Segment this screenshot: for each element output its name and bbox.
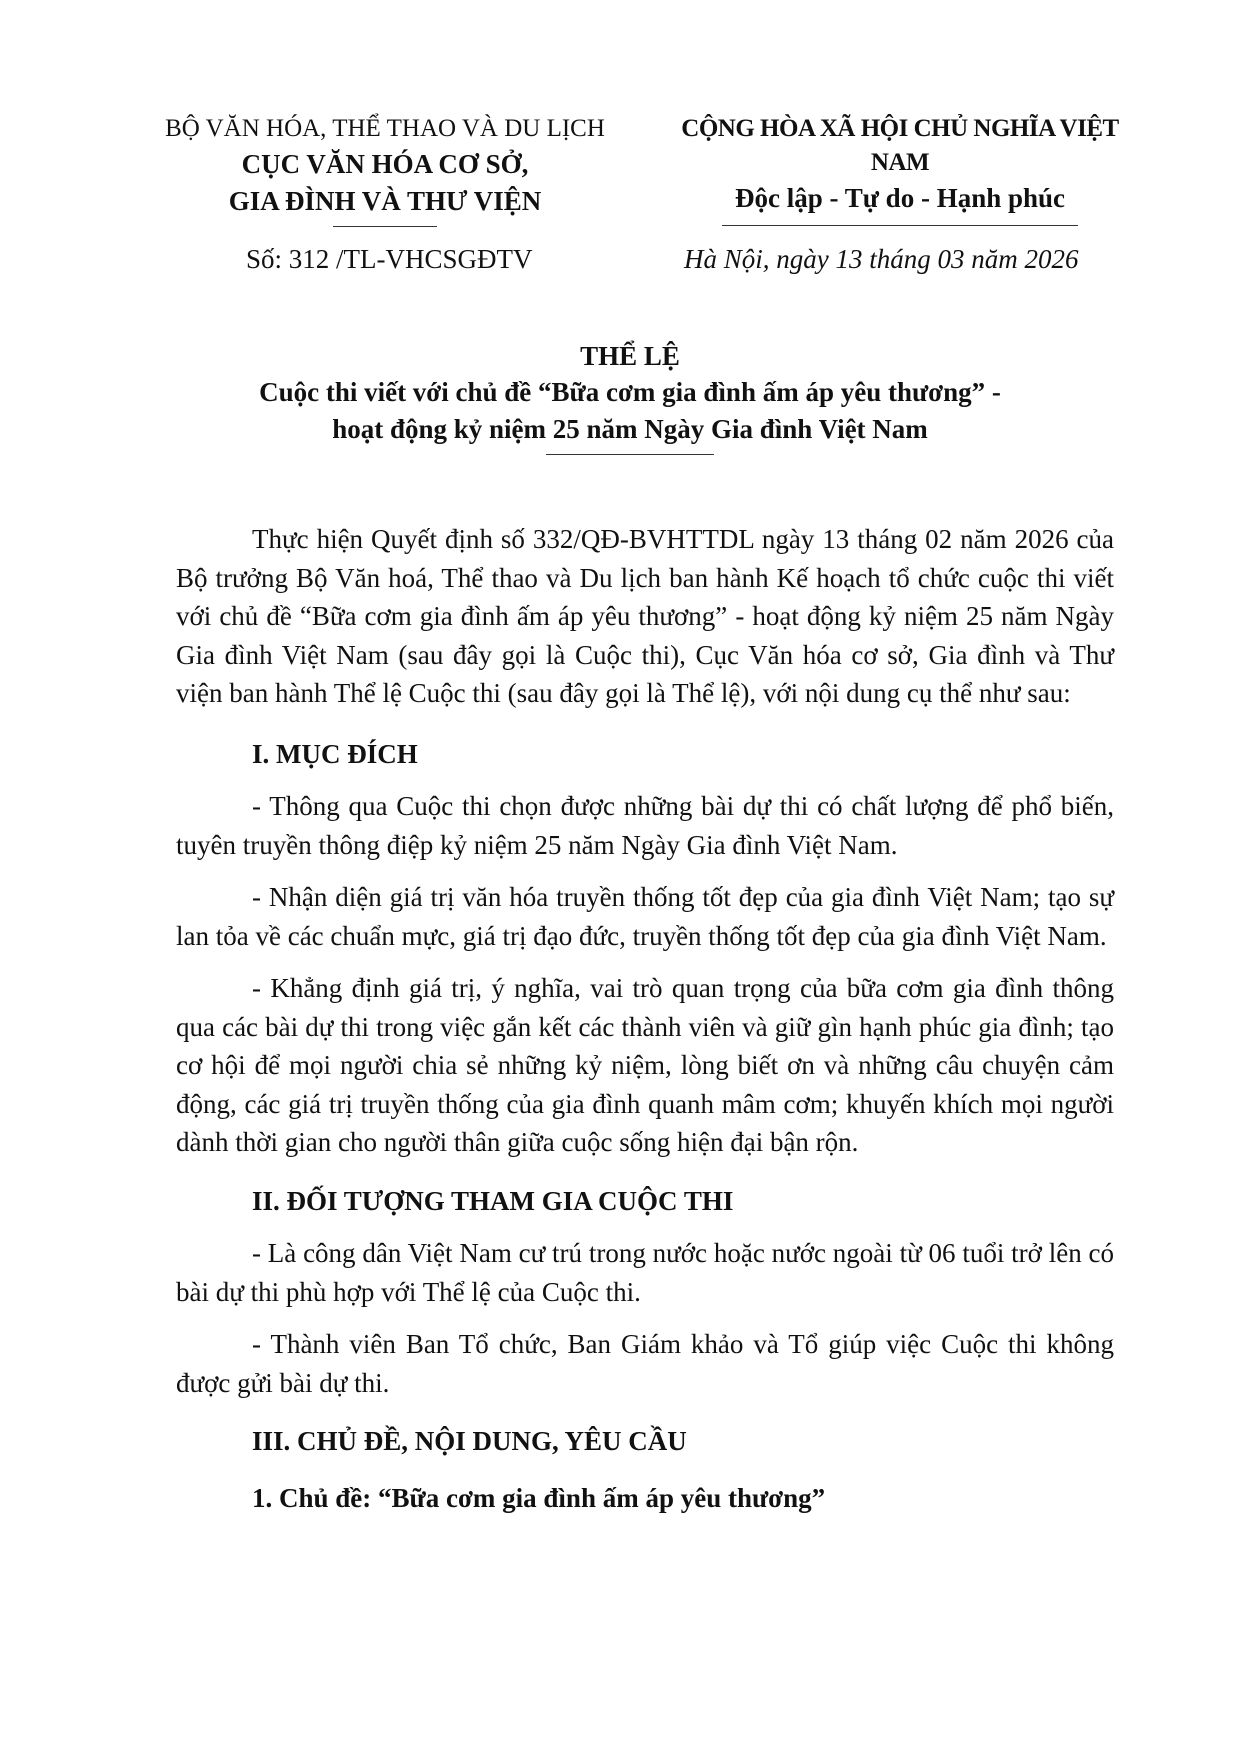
section-heading-purpose: I. MỤC ĐÍCH	[252, 738, 418, 769]
national-header	[650, 112, 1150, 226]
title-divider	[546, 454, 714, 455]
date-line: Hà Nội, ngày 13 tháng 03 năm 2026	[684, 244, 1079, 274]
ministry-name: BỘ VĂN HÓA, THỂ THAO VÀ DU LỊCH	[165, 115, 605, 142]
nation-name: CỘNG HÒA XÃ HỘI CHỦ NGHĨA VIỆT NAM	[681, 115, 1119, 176]
purpose-paragraph-1: - Thông qua Cuộc thi chọn được những bài dự thi có chất lượng để phổ biến, tuyên truyền thông điệp kỷ niệm 25 năm Ngày Gia đình Việt Nam.	[176, 791, 1114, 860]
title-subtitle-line2: hoạt động kỷ niệm 25 năm Ngày Gia đình Việt Nam	[332, 414, 928, 444]
section-heading-participants: II. ĐỐI TƯỢNG THAM GIA CUỘC THI	[252, 1185, 734, 1216]
intro-paragraph: Thực hiện Quyết định số 332/QĐ-BVHTTDL ngày 13 tháng 02 năm 2026 của Bộ trưởng Bộ Văn hoá, Thể thao và Du lịch ban hành Kế hoạch tổ chức cuộc thi viết với chủ đề “Bữa cơm gia đình ấm áp yêu thương” - hoạt động kỷ niệm 25 năm Ngày Gia đình Việt Nam (sau đây gọi là Cuộc thi), Cục Văn hóa cơ sở, Gia đình và Thư viện ban hành Thể lệ Cuộc thi (sau đây gọi là Thể lệ), với nội dung cụ thể như sau:	[176, 524, 1114, 708]
agency-name-line2: GIA ĐÌNH VÀ THƯ VIỆN	[228, 186, 542, 216]
purpose-paragraph-3: - Khẳng định giá trị, ý nghĩa, vai trò quan trọng của bữa cơm gia đình thông qua các bài dự thi trong việc gắn kết các thành viên và giữ gìn hạnh phúc gia đình; tạo cơ hội để mọi người chia sẻ những kỷ niệm, lòng biết ơn và những câu chuyện cảm động, các giá trị truyền thống của gia đình quanh mâm cơm; khuyến khích mọi người dành thời gian cho người thân giữa cuộc sống hiện đại bận rộn.	[176, 973, 1114, 1157]
title-main: THỂ LỆ	[580, 341, 680, 371]
document-body	[176, 520, 1114, 1517]
document-number: Số: 312 /TL-VHCSGĐTV	[246, 244, 533, 274]
participants-paragraph-2: - Thành viên Ban Tổ chức, Ban Giám khảo và Tổ giúp việc Cuộc thi không được gửi bài dự thi.	[176, 1329, 1114, 1398]
issuing-agency-header	[160, 112, 610, 227]
national-motto: Độc lập - Tự do - Hạnh phúc	[734, 183, 1066, 213]
document-title	[180, 338, 1080, 455]
purpose-paragraph-2: - Nhận diện giá trị văn hóa truyền thống tốt đẹp của gia đình Việt Nam; tạo sự lan tỏa về các chuẩn mực, giá trị đạo đức, truyền thống tốt đẹp của gia đình Việt Nam.	[176, 882, 1114, 951]
theme-sub-heading: 1. Chủ đề: “Bữa cơm gia đình ấm áp yêu thương”	[252, 1482, 826, 1513]
motto-divider	[722, 225, 1078, 226]
section-heading-theme: III. CHỦ ĐỀ, NỘI DUNG, YÊU CẦU	[252, 1426, 687, 1456]
title-subtitle-line1: Cuộc thi viết với chủ đề “Bữa cơm gia đình ấm áp yêu thương” -	[259, 377, 1001, 407]
agency-name-line1: CỤC VĂN HÓA CƠ SỞ,	[241, 149, 529, 179]
agency-divider	[333, 226, 437, 227]
participants-paragraph-1: - Là công dân Việt Nam cư trú trong nước hoặc nước ngoài từ 06 tuổi trở lên có bài dự thi phù hợp với Thể lệ của Cuộc thi.	[176, 1238, 1114, 1307]
